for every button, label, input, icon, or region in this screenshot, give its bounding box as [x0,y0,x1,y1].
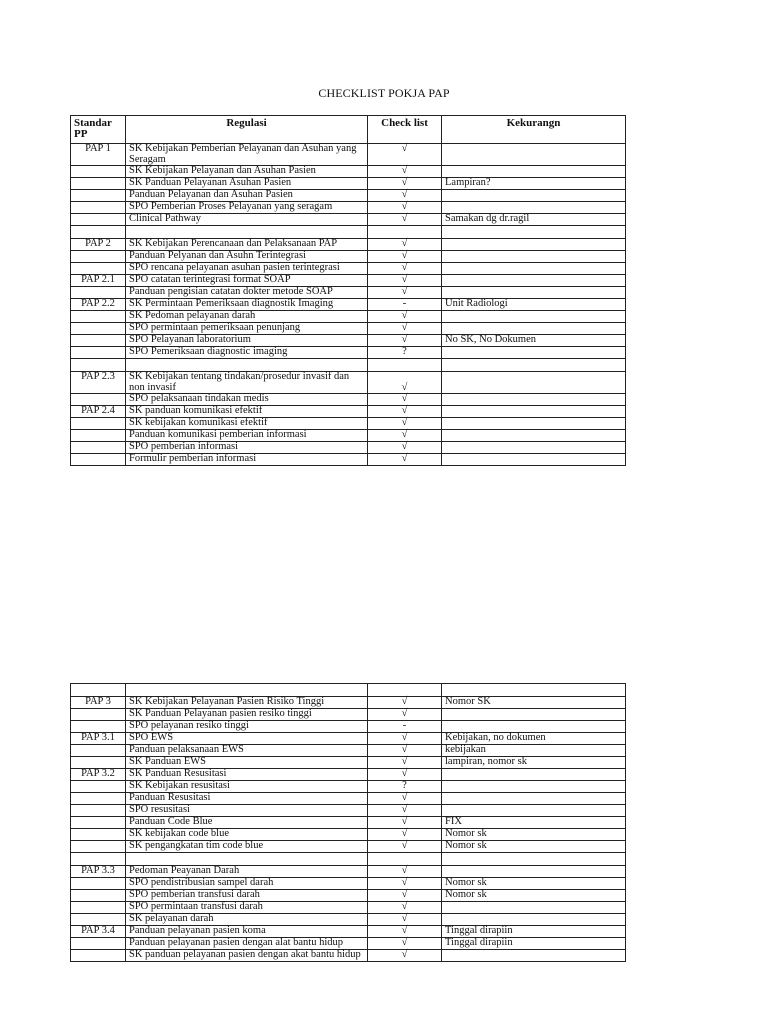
cell-regulasi: SPO resusitasi [126,805,368,817]
table-row [71,442,626,454]
cell-regulasi: SK panduan komunikasi efektif [126,406,368,418]
cell-checklist: √ [368,757,442,769]
cell-kekurangan [442,275,626,287]
cell-checklist: √ [368,323,442,335]
cell-kekurangan: Nomor sk [442,841,626,853]
cell-standar [71,853,126,866]
checklist-table-2 [70,683,626,962]
cell-regulasi: SK Kebijakan resusitasi [126,781,368,793]
cell-standar [71,878,126,890]
table-row [71,323,626,335]
cell-regulasi [126,853,368,866]
cell-regulasi: Panduan Pelayanan dan Asuhan Pasien [126,190,368,202]
cell-kekurangan [442,226,626,239]
cell-checklist: ? [368,347,442,359]
cell-regulasi: SPO pelaksanaan tindakan medis [126,394,368,406]
cell-regulasi: Panduan Pelyanan dan Asuhn Terintegrasi [126,251,368,263]
cell-kekurangan: kebijakan [442,745,626,757]
cell-kekurangan [442,721,626,733]
cell-regulasi: SK Kebijakan Pelayanan dan Asuhan Pasien [126,166,368,178]
cell-checklist: √ [368,406,442,418]
table-row [71,275,626,287]
cell-regulasi: SK pelayanan darah [126,914,368,926]
cell-kekurangan [442,950,626,962]
cell-kekurangan [442,166,626,178]
cell-checklist: √ [368,938,442,950]
cell-kekurangan [442,323,626,335]
cell-regulasi: SPO permintaan transfusi darah [126,902,368,914]
cell-checklist: √ [368,263,442,275]
cell-checklist: √ [368,166,442,178]
cell-checklist: √ [368,430,442,442]
cell-regulasi: SK Pedoman pelayanan darah [126,311,368,323]
cell-kekurangan [442,251,626,263]
cell-standar [71,442,126,454]
table-row [71,239,626,251]
table-row [71,709,626,721]
cell-kekurangan [442,853,626,866]
cell-regulasi: SK Kebijakan Pemberian Pelayanan dan Asuhan yang Seragam [126,144,368,166]
cell-regulasi [126,684,368,697]
table-row [71,866,626,878]
cell-kekurangan [442,781,626,793]
document-title: CHECKLIST POKJA PAP [318,86,450,100]
cell-standar: PAP 2.4 [71,406,126,418]
cell-regulasi: SPO pemberian informasi [126,442,368,454]
cell-checklist: √ [368,902,442,914]
blank-row [71,853,626,866]
table-row [71,793,626,805]
cell-regulasi: SPO permintaan pemeriksaan penunjang [126,323,368,335]
cell-checklist: √ [368,442,442,454]
cell-standar: PAP 2 [71,239,126,251]
cell-regulasi: Panduan Resusitasi [126,793,368,805]
cell-standar [71,359,126,372]
cell-kekurangan [442,372,626,394]
table-row [71,202,626,214]
cell-checklist: √ [368,287,442,299]
blank-row [71,684,626,697]
cell-standar [71,190,126,202]
table-row [71,335,626,347]
cell-regulasi: SPO Pemeriksaan diagnostic imaging [126,347,368,359]
table-row [71,805,626,817]
cell-kekurangan [442,202,626,214]
table-row [71,757,626,769]
cell-checklist: √ [368,878,442,890]
cell-kekurangan [442,454,626,466]
table-row [71,454,626,466]
cell-regulasi: SPO pendistribusian sampel darah [126,878,368,890]
cell-standar [71,251,126,263]
cell-regulasi [126,226,368,239]
cell-kekurangan: lampiran, nomor sk [442,757,626,769]
cell-checklist: √ [368,394,442,406]
cell-checklist: √ [368,866,442,878]
cell-checklist: √ [368,890,442,902]
blank-row [71,359,626,372]
cell-checklist: √ [368,793,442,805]
cell-checklist: √ [368,745,442,757]
cell-kekurangan: Nomor sk [442,890,626,902]
table-row [71,817,626,829]
header-kekurangan: Kekurangn [442,116,626,144]
table-row [71,733,626,745]
table-row [71,938,626,950]
cell-regulasi: SK Panduan EWS [126,757,368,769]
cell-regulasi [126,359,368,372]
cell-kekurangan [442,144,626,166]
cell-checklist: √ [368,914,442,926]
table-row [71,769,626,781]
table-row [71,721,626,733]
cell-checklist: √ [368,335,442,347]
table-row [71,299,626,311]
cell-standar [71,914,126,926]
table-row [71,745,626,757]
table-row [71,926,626,938]
cell-regulasi: SPO EWS [126,733,368,745]
table-header-row [71,116,626,144]
cell-standar: PAP 2.1 [71,275,126,287]
cell-standar [71,287,126,299]
cell-kekurangan [442,406,626,418]
cell-kekurangan [442,190,626,202]
cell-regulasi: Panduan pelaksanaan EWS [126,745,368,757]
cell-standar [71,817,126,829]
cell-standar [71,721,126,733]
cell-standar [71,781,126,793]
cell-regulasi: Panduan komunikasi pemberian informasi [126,430,368,442]
cell-standar [71,950,126,962]
cell-standar [71,745,126,757]
cell-kekurangan: Nomor SK [442,697,626,709]
cell-checklist: √ [368,950,442,962]
cell-regulasi: SK kebijakan komunikasi efektif [126,418,368,430]
cell-kekurangan [442,442,626,454]
table-row [71,287,626,299]
cell-kekurangan: Samakan dg dr.ragil [442,214,626,226]
cell-standar: PAP 3.2 [71,769,126,781]
cell-kekurangan [442,914,626,926]
cell-checklist: √ [368,202,442,214]
table-row [71,950,626,962]
cell-kekurangan: Nomor sk [442,878,626,890]
cell-standar: PAP 3.4 [71,926,126,938]
cell-checklist: √ [368,372,442,394]
cell-regulasi: SPO rencana pelayanan asuhan pasien terintegrasi [126,263,368,275]
table-row [71,251,626,263]
cell-regulasi: Pedoman Peayanan Darah [126,866,368,878]
cell-regulasi: Formulir pemberian informasi [126,454,368,466]
table-row [71,214,626,226]
cell-standar: PAP 2.2 [71,299,126,311]
cell-standar [71,263,126,275]
cell-checklist: √ [368,275,442,287]
table-row [71,781,626,793]
cell-kekurangan [442,394,626,406]
table-row [71,406,626,418]
cell-checklist: √ [368,239,442,251]
blank-row [71,226,626,239]
cell-kekurangan: Kebijakan, no dokumen [442,733,626,745]
cell-checklist: √ [368,733,442,745]
cell-checklist: √ [368,311,442,323]
cell-kekurangan [442,239,626,251]
cell-regulasi: SK Panduan Resusitasi [126,769,368,781]
cell-kekurangan [442,902,626,914]
cell-kekurangan [442,418,626,430]
cell-checklist: √ [368,418,442,430]
cell-kekurangan: Unit Radiologi [442,299,626,311]
cell-checklist [368,359,442,372]
header-regulasi: Regulasi [126,116,368,144]
cell-standar [71,418,126,430]
cell-standar: PAP 3 [71,697,126,709]
cell-regulasi: SPO pelayanan resiko tinggi [126,721,368,733]
cell-kekurangan [442,263,626,275]
cell-regulasi: Panduan pelayanan pasien dengan alat bantu hidup [126,938,368,950]
cell-regulasi: SPO catatan terintegrasi format SOAP [126,275,368,287]
table-row [71,347,626,359]
cell-checklist: ? [368,781,442,793]
cell-standar [71,890,126,902]
table-row [71,372,626,394]
cell-kekurangan [442,287,626,299]
cell-standar [71,226,126,239]
cell-regulasi: Panduan pengisian catatan dokter metode SOAP [126,287,368,299]
table-row [71,914,626,926]
table-row [71,697,626,709]
cell-checklist: √ [368,709,442,721]
cell-standar: PAP 3.1 [71,733,126,745]
cell-kekurangan: Tinggal dirapiin [442,926,626,938]
cell-standar [71,430,126,442]
cell-kekurangan [442,709,626,721]
cell-kekurangan [442,311,626,323]
cell-regulasi: SK Kebijakan Pelayanan Pasien Risiko Tinggi [126,697,368,709]
header-standar: Standar PP [71,116,126,144]
cell-kekurangan: Tinggal dirapiin [442,938,626,950]
cell-standar [71,202,126,214]
cell-checklist: √ [368,829,442,841]
cell-regulasi: SPO Pelayanan laboratorium [126,335,368,347]
cell-standar [71,757,126,769]
cell-checklist: √ [368,769,442,781]
cell-standar [71,902,126,914]
cell-checklist: √ [368,697,442,709]
cell-standar [71,323,126,335]
checklist-table-1 [70,115,626,466]
header-checklist: Check list [368,116,442,144]
cell-regulasi: Clinical Pathway [126,214,368,226]
table-row [71,190,626,202]
cell-standar [71,214,126,226]
table-row [71,902,626,914]
cell-kekurangan: FIX [442,817,626,829]
table-row [71,841,626,853]
cell-kekurangan [442,793,626,805]
table-row [71,829,626,841]
cell-standar [71,454,126,466]
cell-checklist: √ [368,926,442,938]
cell-kekurangan [442,866,626,878]
table-row [71,166,626,178]
cell-regulasi: SK Panduan Pelayanan pasien resiko tinggi [126,709,368,721]
cell-regulasi: SK Permintaan Pemeriksaan diagnostik Imaging [126,299,368,311]
cell-standar [71,335,126,347]
cell-checklist: √ [368,214,442,226]
table-row [71,878,626,890]
table-row [71,418,626,430]
cell-checklist: √ [368,805,442,817]
cell-checklist: √ [368,841,442,853]
cell-standar [71,938,126,950]
cell-regulasi: SPO Pemberian Proses Pelayanan yang seragam [126,202,368,214]
cell-kekurangan [442,805,626,817]
cell-kekurangan [442,347,626,359]
table-row [71,178,626,190]
cell-standar [71,166,126,178]
cell-regulasi: SK Kebijakan tentang tindakan/prosedur invasif dan non invasif [126,372,368,394]
cell-standar: PAP 2.3 [71,372,126,394]
cell-regulasi: Panduan Code Blue [126,817,368,829]
cell-standar [71,178,126,190]
cell-checklist [368,226,442,239]
table-row [71,394,626,406]
cell-kekurangan [442,359,626,372]
cell-checklist: √ [368,251,442,263]
table-row [71,311,626,323]
cell-regulasi: Panduan pelayanan pasien koma [126,926,368,938]
cell-kekurangan: No SK, No Dokumen [442,335,626,347]
cell-standar: PAP 3.3 [71,866,126,878]
cell-regulasi: SK kebijakan code blue [126,829,368,841]
cell-checklist: - [368,299,442,311]
cell-checklist: - [368,721,442,733]
table-row [71,144,626,166]
cell-standar: PAP 1 [71,144,126,166]
cell-standar [71,793,126,805]
cell-regulasi: SPO pemberian transfusi darah [126,890,368,902]
cell-standar [71,684,126,697]
table-row [71,430,626,442]
cell-checklist: √ [368,190,442,202]
cell-regulasi: SK Panduan Pelayanan Asuhan Pasien [126,178,368,190]
cell-kekurangan: Nomor sk [442,829,626,841]
cell-checklist: √ [368,144,442,166]
cell-standar [71,841,126,853]
cell-regulasi: SK panduan pelayanan pasien dengan akat bantu hidup [126,950,368,962]
cell-standar [71,805,126,817]
table-row [71,890,626,902]
cell-kekurangan [442,430,626,442]
cell-checklist [368,853,442,866]
cell-standar [71,394,126,406]
cell-kekurangan: Lampiran? [442,178,626,190]
cell-kekurangan [442,769,626,781]
cell-standar [71,347,126,359]
cell-checklist [368,684,442,697]
cell-kekurangan [442,684,626,697]
cell-standar [71,311,126,323]
cell-standar [71,829,126,841]
cell-checklist: √ [368,817,442,829]
cell-checklist: √ [368,178,442,190]
table-row [71,263,626,275]
cell-checklist: √ [368,454,442,466]
cell-regulasi: SK pengangkatan tim code blue [126,841,368,853]
cell-regulasi: SK Kebijakan Perencanaan dan Pelaksanaan PAP [126,239,368,251]
cell-standar [71,709,126,721]
